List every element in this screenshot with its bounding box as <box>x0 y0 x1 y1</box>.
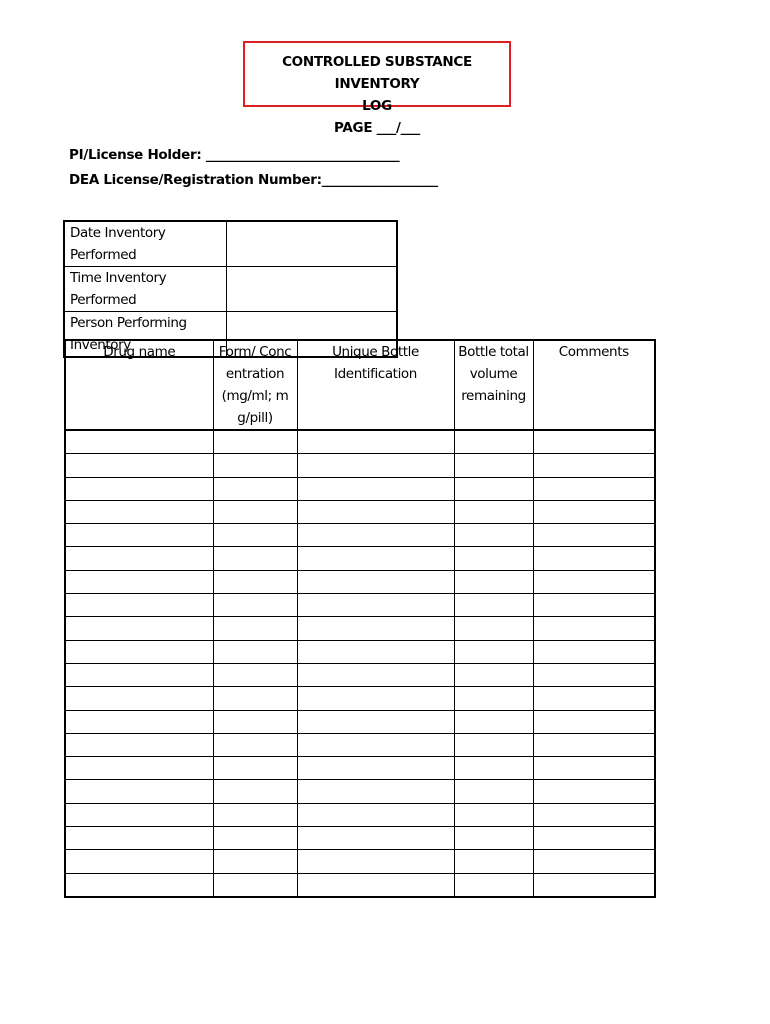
bottle-id-cell[interactable] <box>297 524 454 547</box>
table-row <box>65 477 655 500</box>
form-cell[interactable] <box>213 500 297 523</box>
bottle-id-cell[interactable] <box>297 803 454 826</box>
volume-cell[interactable] <box>454 710 533 733</box>
drug-name-cell[interactable] <box>65 500 213 523</box>
drug-name-cell[interactable] <box>65 617 213 640</box>
drug-name-cell[interactable] <box>65 594 213 617</box>
comments-cell[interactable] <box>533 477 655 500</box>
volume-cell[interactable] <box>454 663 533 686</box>
form-cell[interactable] <box>213 547 297 570</box>
comments-cell[interactable] <box>533 850 655 873</box>
title-line-2: LOG <box>362 98 392 114</box>
drug-table-header-row <box>65 340 655 430</box>
volume-cell[interactable] <box>454 640 533 663</box>
form-cell[interactable] <box>213 803 297 826</box>
header-bottle-id: Unique Bottle Identification <box>297 340 454 430</box>
volume-cell[interactable] <box>454 780 533 803</box>
form-cell[interactable] <box>213 850 297 873</box>
volume-cell[interactable] <box>454 827 533 850</box>
header-volume-remaining: Bottle total volume remaining <box>454 340 533 430</box>
table-row <box>65 850 655 873</box>
drug-inventory-table <box>64 339 656 898</box>
form-cell[interactable] <box>213 570 297 593</box>
volume-cell[interactable] <box>454 850 533 873</box>
drug-name-cell[interactable] <box>65 710 213 733</box>
table-row <box>65 454 655 477</box>
volume-cell[interactable] <box>454 524 533 547</box>
info-label-date: Date Inventory Performed <box>64 221 227 267</box>
comments-cell[interactable] <box>533 687 655 710</box>
form-cell[interactable] <box>213 524 297 547</box>
table-row <box>65 640 655 663</box>
table-row <box>65 803 655 826</box>
comments-cell[interactable] <box>533 803 655 826</box>
volume-cell[interactable] <box>454 570 533 593</box>
form-cell[interactable] <box>213 710 297 733</box>
bottle-id-cell[interactable] <box>297 710 454 733</box>
bottle-id-cell[interactable] <box>297 500 454 523</box>
info-row-date <box>64 221 397 267</box>
info-label-person: Person Performing Inventory <box>64 312 227 358</box>
bottle-id-cell[interactable] <box>297 594 454 617</box>
form-cell[interactable] <box>213 687 297 710</box>
inventory-info-table <box>63 220 398 358</box>
table-row <box>65 430 655 454</box>
volume-cell[interactable] <box>454 617 533 640</box>
info-value-time[interactable] <box>227 267 398 312</box>
drug-name-cell[interactable] <box>65 780 213 803</box>
info-label-time: Time Inventory Performed <box>64 267 227 312</box>
volume-cell[interactable] <box>454 873 533 897</box>
form-cell[interactable] <box>213 454 297 477</box>
comments-cell[interactable] <box>533 873 655 897</box>
bottle-id-cell[interactable] <box>297 780 454 803</box>
license-holder-field[interactable]: PI/License Holder: ______________________________ <box>69 147 400 163</box>
bottle-id-cell[interactable] <box>297 547 454 570</box>
form-cell[interactable] <box>213 780 297 803</box>
table-row <box>65 594 655 617</box>
form-cell[interactable] <box>213 430 297 454</box>
comments-cell[interactable] <box>533 827 655 850</box>
drug-name-cell[interactable] <box>65 873 213 897</box>
form-cell[interactable] <box>213 594 297 617</box>
table-row <box>65 687 655 710</box>
bottle-id-cell[interactable] <box>297 827 454 850</box>
bottle-id-cell[interactable] <box>297 757 454 780</box>
comments-cell[interactable] <box>533 547 655 570</box>
table-row <box>65 757 655 780</box>
comments-cell[interactable] <box>533 454 655 477</box>
dea-number-field[interactable]: DEA License/Registration Number:__________________ <box>69 172 438 188</box>
comments-cell[interactable] <box>533 524 655 547</box>
drug-name-cell[interactable] <box>65 524 213 547</box>
form-cell[interactable] <box>213 873 297 897</box>
comments-cell[interactable] <box>533 733 655 756</box>
drug-name-cell[interactable] <box>65 570 213 593</box>
header-drug-name: Drug name <box>65 340 213 430</box>
drug-table-body <box>65 430 655 897</box>
drug-name-cell[interactable] <box>65 477 213 500</box>
volume-cell[interactable] <box>454 594 533 617</box>
header-comments: Comments <box>533 340 655 430</box>
comments-cell[interactable] <box>533 710 655 733</box>
form-cell[interactable] <box>213 617 297 640</box>
drug-name-cell[interactable] <box>65 547 213 570</box>
table-row <box>65 524 655 547</box>
comments-cell[interactable] <box>533 594 655 617</box>
comments-cell[interactable] <box>533 500 655 523</box>
bottle-id-cell[interactable] <box>297 873 454 897</box>
table-row <box>65 617 655 640</box>
volume-cell[interactable] <box>454 430 533 454</box>
header-form-concentration: Form/ Concentration (mg/ml; mg/pill) <box>213 340 297 430</box>
document-title-box <box>243 41 511 136</box>
volume-cell[interactable] <box>454 687 533 710</box>
bottle-id-cell[interactable] <box>297 430 454 454</box>
info-row-time <box>64 267 397 312</box>
table-row <box>65 710 655 733</box>
form-cell[interactable] <box>213 477 297 500</box>
volume-cell[interactable] <box>454 803 533 826</box>
bottle-id-cell[interactable] <box>297 640 454 663</box>
volume-cell[interactable] <box>454 547 533 570</box>
volume-cell[interactable] <box>454 477 533 500</box>
table-row <box>65 873 655 897</box>
table-row <box>65 663 655 686</box>
drug-name-cell[interactable] <box>65 663 213 686</box>
bottle-id-cell[interactable] <box>297 663 454 686</box>
form-cell[interactable] <box>213 827 297 850</box>
title-line-1: CONTROLLED SUBSTANCE INVENTORY <box>282 54 472 92</box>
form-cell[interactable] <box>213 733 297 756</box>
table-row <box>65 500 655 523</box>
comments-cell[interactable] <box>533 617 655 640</box>
comments-cell[interactable] <box>533 640 655 663</box>
form-cell[interactable] <box>213 757 297 780</box>
drug-name-cell[interactable] <box>65 454 213 477</box>
drug-name-cell[interactable] <box>65 640 213 663</box>
comments-cell[interactable] <box>533 757 655 780</box>
bottle-id-cell[interactable] <box>297 570 454 593</box>
drug-name-cell[interactable] <box>65 827 213 850</box>
info-value-date[interactable] <box>227 221 398 267</box>
table-row <box>65 733 655 756</box>
title-line-3: PAGE ___/___ <box>334 120 420 136</box>
bottle-id-cell[interactable] <box>297 477 454 500</box>
bottle-id-cell[interactable] <box>297 687 454 710</box>
bottle-id-cell[interactable] <box>297 733 454 756</box>
drug-name-cell[interactable] <box>65 687 213 710</box>
volume-cell[interactable] <box>454 733 533 756</box>
volume-cell[interactable] <box>454 757 533 780</box>
table-row <box>65 780 655 803</box>
bottle-id-cell[interactable] <box>297 454 454 477</box>
table-row <box>65 570 655 593</box>
comments-cell[interactable] <box>533 430 655 454</box>
drug-name-cell[interactable] <box>65 757 213 780</box>
comments-cell[interactable] <box>533 780 655 803</box>
form-cell[interactable] <box>213 640 297 663</box>
comments-cell[interactable] <box>533 570 655 593</box>
table-row <box>65 827 655 850</box>
drug-name-cell[interactable] <box>65 430 213 454</box>
drug-name-cell[interactable] <box>65 803 213 826</box>
volume-cell[interactable] <box>454 500 533 523</box>
bottle-id-cell[interactable] <box>297 850 454 873</box>
form-cell[interactable] <box>213 663 297 686</box>
bottle-id-cell[interactable] <box>297 617 454 640</box>
drug-name-cell[interactable] <box>65 850 213 873</box>
volume-cell[interactable] <box>454 454 533 477</box>
comments-cell[interactable] <box>533 663 655 686</box>
table-row <box>65 547 655 570</box>
drug-name-cell[interactable] <box>65 733 213 756</box>
